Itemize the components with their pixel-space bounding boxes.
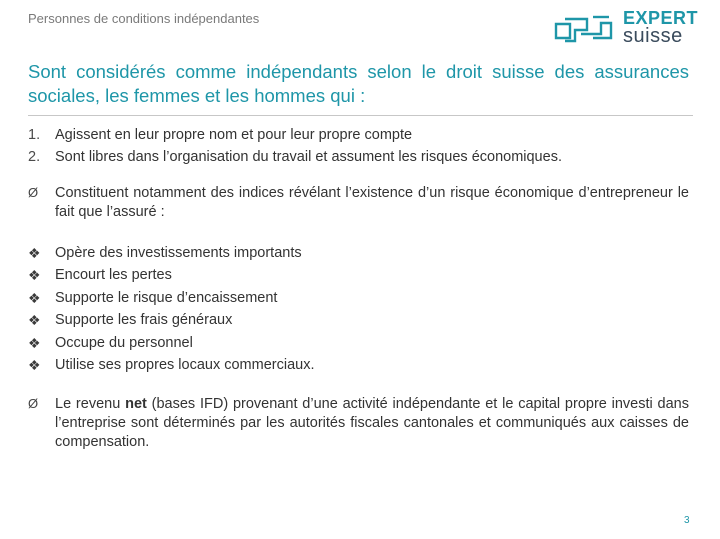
- numbered-item: [28, 146, 689, 168]
- list-item: [28, 332, 689, 354]
- list-item-text: Occupe du personnel: [55, 334, 193, 351]
- list-item-text: Encourt les pertes: [55, 267, 172, 284]
- list-item-text: Supporte les frais généraux: [55, 312, 233, 329]
- item-number: 2.: [28, 149, 41, 165]
- list-item: [28, 354, 689, 376]
- diamond-bullet-icon: ❖: [28, 312, 41, 329]
- arrow-point-text: [55, 393, 689, 452]
- arrow-bullet-icon: Ø: [28, 396, 39, 412]
- slide-content: [28, 124, 689, 452]
- slide-title: Sont considérés comme indépendants selon le droit suisse des assurances sociales, les femmes et les hommes qui :: [28, 61, 689, 106]
- numbered-item: [28, 124, 689, 146]
- list-item: [28, 287, 689, 309]
- text-after: (bases IFD) provenant d’une activité indépendante et le capital propre investi dans l’entreprise sont déterminés par les autorités fiscales cantonales et communiqués aux caisses de compensation.: [55, 396, 689, 451]
- diamond-bullet-icon: ❖: [28, 334, 41, 351]
- list-item-text: Opère des investissements importants: [55, 245, 302, 261]
- logo-line-1: EXPERT: [623, 8, 699, 28]
- title-divider: [28, 115, 693, 116]
- diamond-bullet-icon: ❖: [28, 245, 41, 261]
- list-item-text: Supporte le risque d’encaissement: [55, 289, 278, 306]
- list-item-text: Utilise ses propres locaux commerciaux.: [55, 357, 315, 374]
- arrow-bullet-icon: Ø: [28, 185, 39, 200]
- arrow-point-revenue: [28, 393, 689, 452]
- item-text: Sont libres dans l’organisation du travail et assument les risques économiques.: [55, 149, 562, 165]
- diamond-bullet-list: [28, 242, 689, 376]
- item-text: Agissent en leur propre nom et pour leur propre compte: [55, 127, 413, 143]
- list-item: [28, 242, 689, 264]
- diamond-bullet-icon: ❖: [28, 357, 41, 374]
- arrow-point-indicators: [28, 182, 689, 222]
- list-item: [28, 264, 689, 286]
- numbered-list: [28, 124, 689, 168]
- item-number: 1.: [28, 127, 41, 143]
- breadcrumb: Personnes de conditions indépendantes: [28, 11, 260, 26]
- logo-wordmark: [623, 8, 699, 47]
- bold-keyword: net: [125, 396, 147, 413]
- expertsuisse-logo-icon: [553, 14, 615, 44]
- diamond-bullet-icon: ❖: [28, 289, 41, 306]
- list-item: [28, 309, 689, 331]
- page-number: 3: [684, 515, 690, 526]
- text-before: Le revenu: [55, 396, 126, 413]
- expertsuisse-logo: [553, 10, 698, 50]
- diamond-bullet-icon: ❖: [28, 267, 41, 284]
- logo-line-2: suisse: [623, 25, 683, 47]
- arrow-point-text: Constituent notamment des indices révélant l’existence d’un risque économique d’entrepreneur le fait que l’assuré :: [55, 185, 689, 220]
